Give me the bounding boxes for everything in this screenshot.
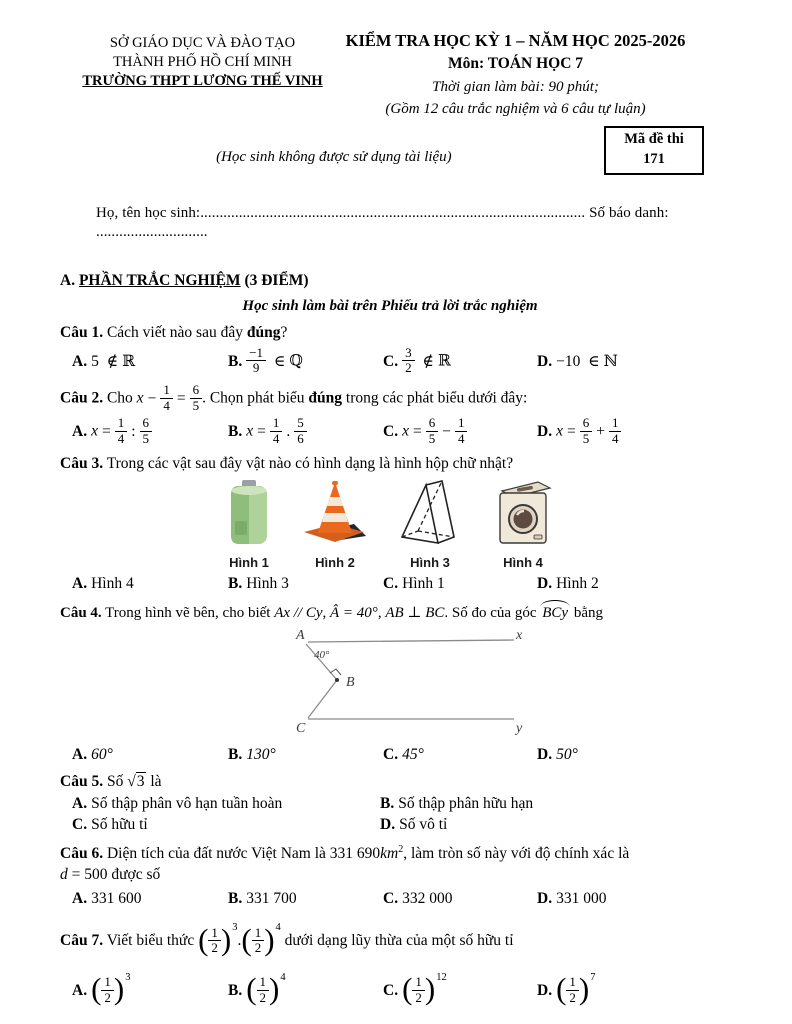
option-3C: C. Hình 1 [383, 575, 445, 593]
exam-title: KIỂM TRA HỌC KỲ 1 – NĂM HỌC 2025-2026 [345, 31, 686, 50]
question-1-label: Câu 1. [60, 324, 104, 342]
question-4-label: Câu 4. [60, 604, 102, 621]
option-3B: B. Hình 3 [228, 575, 289, 593]
question-1-keyword: đúng [246, 324, 281, 342]
angle-notation: BCy [540, 602, 570, 624]
fraction: $\frac{6}{5}$ [190, 383, 203, 413]
option-1D: D. −10 ∈ ℕ [537, 352, 618, 370]
question-4-options [72, 745, 720, 765]
exam-code-box [604, 126, 704, 175]
question-1-stem: Cách viết nào sau đây [106, 324, 243, 342]
option-7A: A. ( $\frac{1}{2}$ )$^3$ [72, 971, 131, 1007]
option-7B: B. ( $\frac{1}{2}$ )$^4$ [228, 971, 286, 1007]
exam-duration: Thời gian làm bài: 90 phút; [432, 79, 599, 96]
angle-40-label: 40° [314, 648, 330, 661]
question-4 [60, 602, 720, 766]
question-2-options [72, 417, 720, 447]
fraction: $\frac{3}{2}$ [402, 346, 415, 376]
question-1-punct: ? [280, 324, 288, 342]
section-a-points: (3 ĐIỂM) [244, 272, 309, 290]
question-5-options-row2 [72, 815, 720, 835]
option-3A: A. Hình 4 [72, 575, 134, 593]
traffic-cone-illustration [302, 479, 368, 545]
option-5A: A. Số thập phân vô hạn tuần hoàn [72, 794, 283, 812]
square-root: √3 [127, 773, 145, 791]
option-7D: D. ( $\frac{1}{2}$ )$^7$ [537, 971, 596, 1007]
option-7C: C. ( $\frac{1}{2}$ )$^{12}$ [383, 971, 447, 1007]
student-name-blank: .................................................................................................... [200, 204, 586, 221]
option-4C: C. 45° [383, 745, 424, 763]
question-5 [60, 772, 720, 835]
department-line: SỞ GIÁO DỤC VÀ ĐÀO TẠO [109, 35, 296, 51]
question-6-text-line2: d = 500 được số [60, 866, 161, 884]
question-3-label: Câu 3. [60, 455, 104, 473]
question-7-label: Câu 7. [60, 932, 104, 950]
question-3 [60, 454, 720, 595]
no-material-note: (Học sinh không được sử dụng tài liệu) [216, 148, 452, 165]
question-1-text [60, 323, 720, 343]
city-line: THÀNH PHỐ HỒ CHÍ MINH [113, 53, 292, 70]
option-4D: D. 50° [537, 745, 578, 763]
question-3-figures [226, 479, 554, 572]
option-2C: C. x = $\frac{6}{5}$ − $\frac{1}{4}$ [383, 417, 537, 447]
question-6-options [72, 889, 720, 909]
figure-caption: Hình 2 [315, 555, 355, 571]
question-5-label: Câu 5. [60, 773, 104, 791]
figure-traffic-cone [302, 479, 368, 572]
school-line: TRƯỜNG THPT LƯƠNG THẾ VINH [82, 72, 323, 89]
figure-caption: Hình 3 [410, 555, 450, 571]
student-name-label: Họ, tên học sinh: [96, 204, 201, 221]
question-1-options [72, 344, 720, 377]
question-7-options [72, 971, 720, 1006]
exam-code-label: Mã đề thi [624, 131, 684, 147]
section-a-instruction: Học sinh làm bài trên Phiếu trả lời trắc nghiệm [242, 297, 538, 314]
question-6 [60, 843, 720, 910]
exam-header [60, 30, 720, 120]
power-expression: ( $\frac{1}{2}$ )$^3$.( $\frac{1}{2}$ )$^4$ [198, 921, 281, 957]
question-3-options [72, 574, 720, 594]
question-2-label: Câu 2. [60, 389, 104, 407]
option-5B: B. Số thập phân hữu hạn [380, 794, 534, 812]
exam-subject: Môn: TOÁN HỌC 7 [447, 54, 584, 72]
figure-caption: Hình 1 [229, 555, 269, 571]
student-info-line [60, 204, 720, 244]
figure-caption: Hình 4 [503, 555, 543, 571]
question-6-text: Câu 6. Diện tích của đất nước Việt Nam là 331 $690km^2$, làm tròn số này với độ chính xác là [60, 843, 630, 862]
triangular-prism-illustration [398, 479, 462, 545]
exam-title-block [345, 30, 720, 120]
option-5C: C. Số hữu tỉ [72, 816, 148, 834]
section-a-prefix: A. [60, 272, 76, 290]
ray-y-label: y [516, 720, 523, 736]
battery-illustration [226, 479, 272, 545]
point-a-label: A [296, 627, 305, 643]
question-2-keyword: đúng [308, 389, 343, 407]
option-6D: D. 331 000 [537, 889, 607, 907]
option-4A: A. 60° [72, 745, 113, 763]
option-3D: D. Hình 2 [537, 575, 599, 593]
question-4-figure [232, 626, 720, 742]
ray-x-label: x [516, 627, 523, 643]
option-2A: A. x = $\frac{1}{4}$ : $\frac{6}{5}$ [72, 417, 228, 447]
question-1 [60, 323, 720, 377]
figure-washing-machine [492, 479, 554, 572]
student-id-blank: ............................. [96, 224, 208, 241]
fraction: $\frac{1}{4}$ [160, 383, 173, 413]
question-7-text: Câu 7. Viết biểu thức ( $\frac{1}{2}$ )$^3$.( $\frac{1}{2}$ )$^4$ dưới dạng lũy thừa của một số hữu tỉ [60, 921, 514, 957]
question-4-text: Câu 4. Trong hình vẽ bên, cho biết Ax // Cy, Â = 40°, AB ⊥ BC. Số đo của góc BCy bằng [60, 602, 720, 624]
question-2 [60, 384, 720, 447]
section-a-title: PHẦN TRẮC NGHIỆM [78, 272, 241, 290]
parallel-lines-diagram [232, 626, 532, 736]
option-6A: A. 331 600 [72, 889, 142, 907]
question-5-text: Câu 5. Số √3 là [60, 773, 162, 791]
option-1B: B. $\frac{-1}{9}$ ∈ ℚ [228, 344, 303, 376]
student-id-label: Số báo danh: [589, 204, 669, 221]
figure-battery [226, 479, 272, 572]
washing-machine-illustration [492, 479, 554, 545]
question-7 [60, 921, 720, 1006]
option-2B: B. x = $\frac{1}{4}$ . $\frac{5}{6}$ [228, 417, 383, 447]
fraction: $\frac{-1}{9}$ [246, 346, 266, 376]
option-1A: A. 5 ∉ ℝ [72, 352, 136, 370]
exam-code-value: 171 [643, 150, 665, 167]
question-2-text: Câu 2. Cho x − $\frac{1}{4}$ = $\frac{6}{5}$ . Chọn phát biểu đúng trong các phát biểu dưới đây: [60, 382, 528, 413]
figure-triangular-prism [398, 479, 462, 572]
option-6C: C. 332 000 [383, 889, 453, 907]
option-6B: B. 331 700 [228, 889, 297, 907]
option-1C: C. $\frac{3}{2}$ ∉ ℝ [383, 344, 451, 376]
question-5-options-row1 [72, 794, 720, 814]
point-b-label: B [346, 674, 355, 690]
question-3-text: Câu 3. Trong các vật sau đây vật nào có hình dạng là hình hộp chữ nhật? [60, 455, 514, 473]
exam-structure-note: (Gồm 12 câu trắc nghiệm và 6 câu tự luận) [385, 101, 646, 118]
option-5D: D. Số vô tỉ [380, 816, 448, 834]
issuing-authority-block [60, 30, 345, 120]
question-6-label: Câu 6. [60, 844, 104, 862]
option-4B: B. 130° [228, 745, 276, 763]
section-a-heading [60, 271, 720, 291]
point-c-label: C [296, 720, 306, 736]
option-2D: D. x = $\frac{6}{5}$ + $\frac{1}{4}$ [537, 417, 720, 447]
